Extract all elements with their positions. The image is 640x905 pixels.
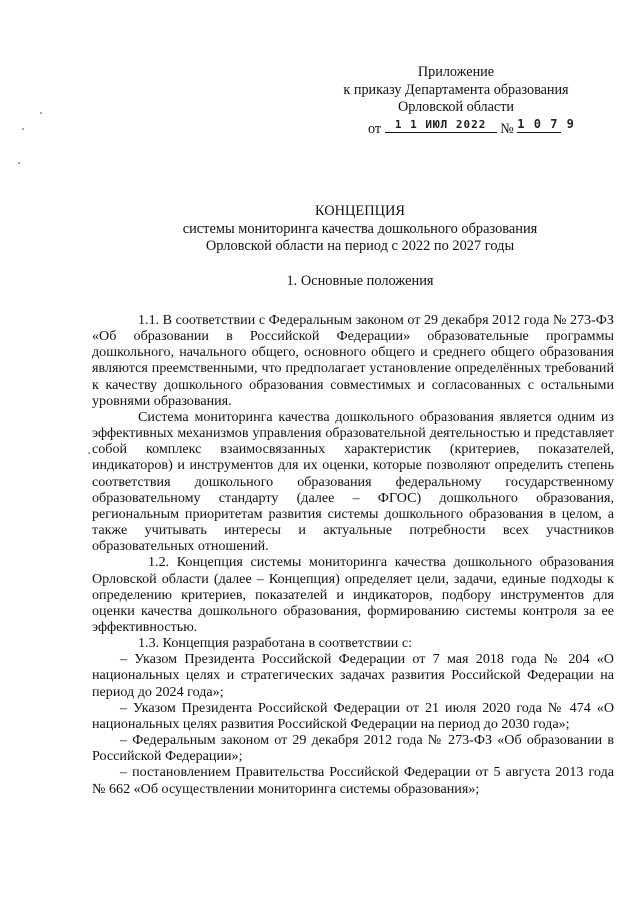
scan-speck xyxy=(40,112,42,114)
list-item-law-273: – Федеральным законом от 29 декабря 2012 года № 273-ФЗ «Об образовании в Российской Федерации»; xyxy=(92,732,614,765)
paragraph-1-1: 1.1. В соответствии с Федеральным законом от 29 декабря 2012 года № 273-ФЗ «Об образовании в Российской Федерации» образовательные программы дошкольного, начального общего, основного общего и среднего общего образования являются преемственными, что предполагает установление определённых требований к качеству дошкольного образования совместимых и согласованных с остальными уровнями образования. xyxy=(92,312,614,409)
paragraph-1-3: 1.3. Концепция разработана в соответствии с: xyxy=(138,635,413,652)
list-item-decree-204: – Указом Президента Российской Федерации от 7 мая 2018 года № 204 «О национальных целях и стратегических задачах развития Российской Федерации на период до 2024 года»; xyxy=(92,651,614,700)
list-item-decree-474: – Указом Президента Российской Федерации от 21 июля 2020 года № 474 «О национальных целях развития Российской Федерации на период до 2030 года»; xyxy=(92,699,614,732)
handwritten-number: 1 0 7 9 xyxy=(517,117,575,131)
appendix-header xyxy=(300,64,612,117)
document-body xyxy=(92,312,614,797)
scan-speck xyxy=(18,162,20,164)
number-field xyxy=(517,117,575,133)
section-heading: 1. Основные положения xyxy=(286,273,434,289)
scan-speck xyxy=(22,128,24,130)
document-subtitle-line2: Орловской области на период с 2022 по 2027 годы xyxy=(205,238,515,254)
paragraph-1-2: 1.2. Концепция системы мониторинга качества дошкольного образования Орловской области (далее – Концепция) определяет цели, задачи, единые подходы к определению критериев, показателей и индикаторов, подбору инструментов для оценки качества дошкольного образования, формированию системы контроля за ее эффективностью. xyxy=(92,554,614,635)
appendix-label: Приложение xyxy=(417,64,495,80)
handwritten-date: 1 1 ИЮЛ 2022 xyxy=(394,118,487,131)
document-title: КОНЦЕПЦИЯ xyxy=(315,203,405,219)
document-subtitle-line1: системы мониторинга качества дошкольного образования xyxy=(182,221,538,237)
appendix-order-ref: к приказу Департамента образования xyxy=(343,81,569,98)
number-prefix: № xyxy=(500,121,514,137)
date-field xyxy=(385,118,497,133)
paragraph-system: Система мониторинга качества дошкольного образования является одним из эффективных механизмов управления образовательной деятельностью и представляет собой комплекс взаимосвязанных характеристик (критериев, показателей, индикаторов) и инструментов для их оценки, которые позволяют определить степень соответствия дошкольного образования федеральному государственному образовательному стандарту (далее – ФГОС) дошкольного образования, региональным приоритетам развития системы дошкольного образования в целом, а также учитывать интересы и актуальные потребности всех участников образовательных отношений. xyxy=(92,408,614,555)
scan-speck xyxy=(88,452,90,454)
appendix-region: Орловской области xyxy=(397,99,515,115)
date-prefix: от xyxy=(368,121,382,137)
order-date-number xyxy=(368,117,575,138)
list-item-resolution-662: – постановлением Правительства Российской Федерации от 5 августа 2013 года № 662 «Об осуществлении мониторинга системы образования»; xyxy=(92,764,614,797)
